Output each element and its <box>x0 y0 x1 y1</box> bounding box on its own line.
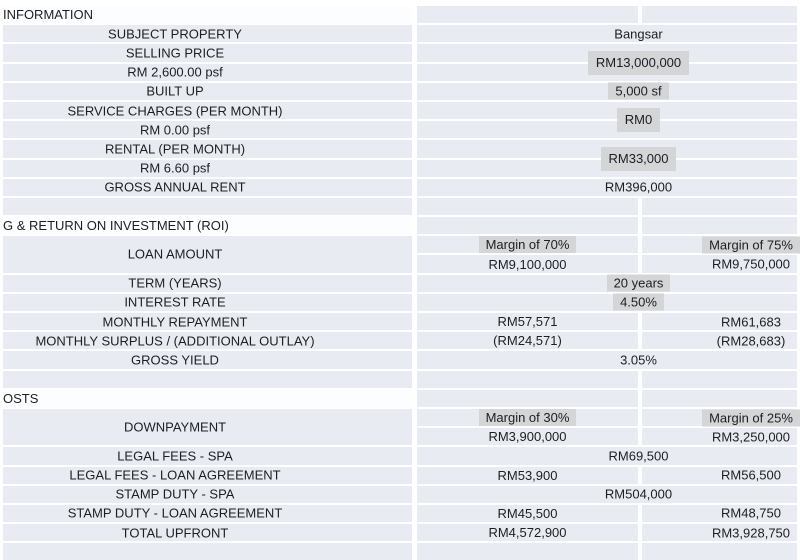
empty-cell <box>3 198 412 215</box>
spreadsheet <box>0 6 800 560</box>
legal-loan-70: RM53,900 <box>497 467 558 483</box>
gross-rent-value-cell[interactable] <box>417 179 797 196</box>
term-label-cell <box>3 275 412 292</box>
selling-psf-label-cell <box>3 64 412 81</box>
empty-cell <box>417 371 638 388</box>
legal-loan-70-cell[interactable] <box>417 467 638 484</box>
downpayment-30: RM3,900,000 <box>488 429 567 445</box>
margin-70-header[interactable]: Margin of 70% <box>479 236 577 253</box>
service-charges-value-overlay <box>417 102 800 138</box>
empty-cell <box>642 6 797 23</box>
selling-price-label: SELLING PRICE <box>125 45 225 61</box>
surplus-75: (RM28,683) <box>716 333 786 349</box>
margin-30-header-cell <box>417 409 638 426</box>
legal-loan-75-cell[interactable] <box>642 467 797 484</box>
repayment-75: RM61,683 <box>721 314 781 330</box>
selling-price-label-cell <box>3 44 412 61</box>
section1-header: INFORMATION <box>3 7 94 23</box>
total-upfront-label-cell <box>3 524 412 541</box>
empty-cell <box>642 217 797 234</box>
surplus-70: (RM24,571) <box>493 333 562 349</box>
service-psf-label: RM 0.00 psf <box>139 122 211 138</box>
stamp-loan-75: RM48,750 <box>721 505 781 521</box>
stamp-spa-value-cell[interactable] <box>417 486 797 503</box>
selling-price-value-overlay <box>417 44 800 80</box>
legal-spa-label-cell <box>3 447 412 464</box>
downpayment-label: DOWNPAYMENT <box>123 419 227 435</box>
empty-cell <box>417 390 638 407</box>
loan-amount-70: RM9,100,000 <box>488 256 567 272</box>
legal-loan-label-cell <box>3 467 412 484</box>
total-upfront-75: RM3,928,750 <box>711 525 791 541</box>
downpayment-label-cell <box>3 409 412 445</box>
total-upfront-70-cell[interactable] <box>417 524 638 541</box>
section3-header-cell <box>3 390 412 407</box>
selling-psf-label: RM 2,600.00 psf <box>127 64 223 80</box>
term-value-cell <box>417 275 797 292</box>
rental-psf-label-cell <box>3 160 412 177</box>
downpayment-25-cell[interactable] <box>642 428 797 445</box>
margin-75-header-cell <box>642 236 797 253</box>
rental-value-overlay <box>417 140 800 176</box>
repayment-label-cell <box>3 313 412 330</box>
term-value[interactable]: 20 years <box>607 275 671 292</box>
interest-label-cell <box>3 294 412 311</box>
stamp-loan-70-cell[interactable] <box>417 505 638 522</box>
loan-amount-label: LOAN AMOUNT <box>127 246 223 262</box>
legal-loan-label: LEGAL FEES - LOAN AGREEMENT <box>69 467 281 483</box>
repayment-75-cell[interactable] <box>642 313 797 330</box>
gross-rent-label-cell <box>3 179 412 196</box>
surplus-70-cell[interactable] <box>417 332 638 349</box>
stamp-spa-label-cell <box>3 486 412 503</box>
rental-label-cell <box>3 140 412 157</box>
loan-amount-75-cell[interactable] <box>642 255 797 272</box>
section2-header-cell <box>3 217 412 234</box>
subject-property-value-cell[interactable] <box>417 25 797 42</box>
built-up-label-cell <box>3 83 412 100</box>
loan-amount-75: RM9,750,000 <box>711 256 791 272</box>
margin-70-header-cell <box>417 236 638 253</box>
total-upfront-label: TOTAL UPFRONT <box>121 525 229 541</box>
stamp-loan-label: STAMP DUTY - LOAN AGREEMENT <box>67 505 283 521</box>
subject-property-label-cell <box>3 25 412 42</box>
section2-header: G & RETURN ON INVESTMENT (ROI) <box>3 218 229 234</box>
margin-75-header[interactable]: Margin of 75% <box>702 236 800 253</box>
stamp-loan-label-cell <box>3 505 412 522</box>
empty-cell <box>417 6 638 23</box>
gross-rent-label: GROSS ANNUAL RENT <box>104 179 246 195</box>
yield-label-cell <box>3 351 412 368</box>
margin-25-header-cell <box>642 409 797 426</box>
built-up-value-cell <box>417 83 797 100</box>
interest-value[interactable]: 4.50% <box>613 294 664 311</box>
subject-property-label: SUBJECT PROPERTY <box>108 26 242 42</box>
yield-value-cell[interactable] <box>417 351 797 368</box>
rental-psf-label: RM 6.60 psf <box>139 160 211 176</box>
rental-label: RENTAL (PER MONTH) <box>104 141 246 157</box>
gross-rent-value[interactable]: RM396,000 <box>604 179 673 195</box>
empty-cell <box>3 371 412 388</box>
repayment-70: RM57,571 <box>497 314 558 330</box>
loan-amount-70-cell[interactable] <box>417 255 638 272</box>
interest-value-cell <box>417 294 797 311</box>
stamp-loan-75-cell[interactable] <box>642 505 797 522</box>
section1-header-cell <box>3 6 412 23</box>
surplus-75-cell[interactable] <box>642 332 797 349</box>
rental-value[interactable]: RM33,000 <box>601 147 677 171</box>
built-up-label: BUILT UP <box>146 83 204 99</box>
service-psf-label-cell <box>3 121 412 138</box>
repayment-label: MONTHLY REPAYMENT <box>102 314 248 330</box>
stamp-spa-label: STAMP DUTY - SPA <box>115 486 235 502</box>
selling-price-value[interactable]: RM13,000,000 <box>588 51 689 75</box>
stamp-loan-70: RM45,500 <box>497 505 558 521</box>
interest-label: INTEREST RATE <box>124 294 226 310</box>
empty-cell <box>642 390 797 407</box>
built-up-value[interactable]: 5,000 sf <box>608 83 668 100</box>
surplus-label-cell <box>3 332 412 349</box>
downpayment-25: RM3,250,000 <box>711 429 791 445</box>
service-charges-label: SERVICE CHARGES (PER MONTH) <box>67 103 283 119</box>
total-upfront-75-cell[interactable] <box>642 524 797 541</box>
surplus-label: MONTHLY SURPLUS / (ADDITIONAL OUTLAY) <box>35 333 315 349</box>
legal-spa-value-cell[interactable] <box>417 447 797 464</box>
margin-25-header[interactable]: Margin of 25% <box>702 409 800 426</box>
legal-spa-label: LEGAL FEES - SPA <box>117 448 233 464</box>
service-charges-label-cell <box>3 102 412 119</box>
empty-cell <box>642 371 797 388</box>
margin-30-header[interactable]: Margin of 30% <box>479 409 577 426</box>
repayment-70-cell[interactable] <box>417 313 638 330</box>
empty-cell <box>417 198 638 215</box>
downpayment-30-cell[interactable] <box>417 428 638 445</box>
empty-cell <box>417 217 638 234</box>
section3-header: OSTS <box>3 390 39 406</box>
stamp-spa-value: RM504,000 <box>604 486 673 502</box>
total-upfront-70: RM4,572,900 <box>488 525 567 541</box>
yield-value: 3.05% <box>620 352 657 368</box>
term-label: TERM (YEARS) <box>128 275 222 291</box>
yield-label: GROSS YIELD <box>131 352 219 368</box>
legal-spa-value: RM69,500 <box>608 448 669 464</box>
empty-cell <box>642 198 797 215</box>
legal-loan-75: RM56,500 <box>721 467 781 483</box>
loan-amount-label-cell <box>3 236 412 272</box>
subject-property-value[interactable]: Bangsar <box>614 26 663 42</box>
service-charges-value[interactable]: RM0 <box>617 108 660 132</box>
